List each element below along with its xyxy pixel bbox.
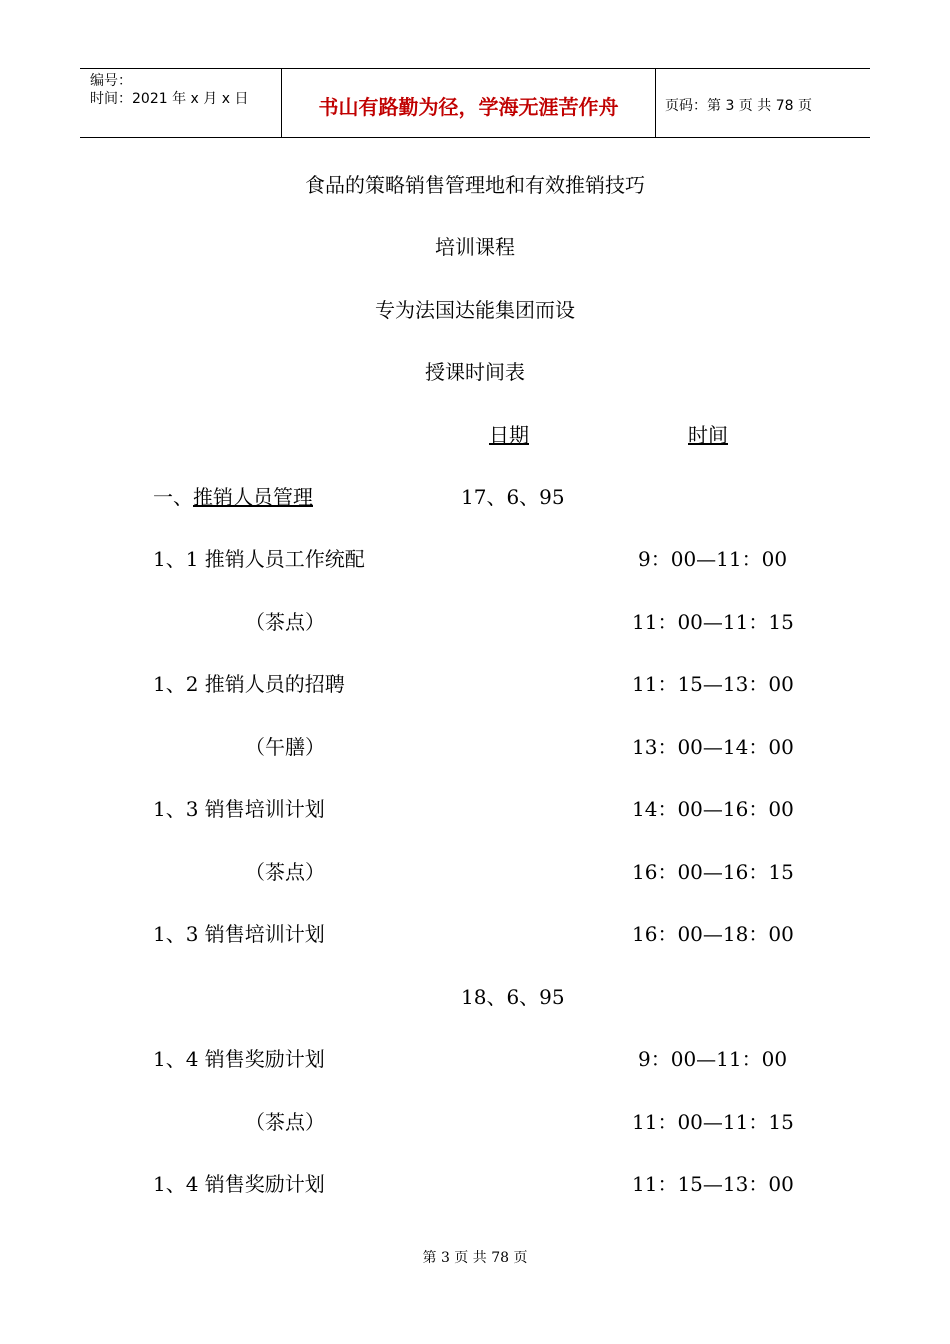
client-line: 专为法国达能集团而设 bbox=[375, 298, 575, 322]
schedule-time: 9：00—11：00 bbox=[638, 547, 788, 571]
schedule-heading: 授课时间表 bbox=[425, 360, 525, 384]
schedule-item: 1、4 销售奖励计划 bbox=[153, 1047, 325, 1071]
schedule-item: 1、1 推销人员工作统配 bbox=[153, 547, 365, 571]
date-column-header: 日期 bbox=[489, 423, 529, 447]
page-header bbox=[80, 68, 870, 138]
motto: 书山有路勤为径，学海无涯苦作舟 bbox=[318, 95, 619, 119]
break-item: （茶点） bbox=[245, 610, 325, 634]
schedule-time: 11：00—11：15 bbox=[632, 610, 794, 634]
break-item: （茶点） bbox=[245, 1110, 325, 1134]
section-name: 推销人员管理 bbox=[193, 485, 313, 509]
section-prefix: 一、 bbox=[153, 485, 193, 509]
schedule-item: 1、3 销售培训计划 bbox=[153, 797, 325, 821]
schedule-item: 1、2 推销人员的招聘 bbox=[153, 672, 345, 696]
schedule-time: 11：15—13：00 bbox=[632, 672, 794, 696]
document-title: 食品的策略销售管理地和有效推销技巧 bbox=[305, 173, 645, 197]
time-column-header: 时间 bbox=[688, 423, 728, 447]
schedule-time: 14：00—16：00 bbox=[632, 797, 794, 821]
schedule-time: 16：00—18：00 bbox=[632, 922, 794, 946]
header-center-cell bbox=[281, 69, 656, 137]
section-date: 17、6、95 bbox=[461, 485, 565, 509]
schedule-time: 16：00—16：15 bbox=[632, 860, 794, 884]
header-left-cell bbox=[80, 69, 281, 137]
schedule-item: 1、3 销售培训计划 bbox=[153, 922, 325, 946]
course-label: 培训课程 bbox=[435, 235, 515, 259]
schedule-time: 11：00—11：15 bbox=[632, 1110, 794, 1134]
page-footer: 第 3 页 共 78 页 bbox=[422, 1250, 528, 1266]
schedule-time: 13：00—14：00 bbox=[632, 735, 794, 759]
break-item: （午膳） bbox=[245, 735, 325, 759]
section-heading bbox=[153, 485, 313, 509]
schedule-item: 1、4 销售奖励计划 bbox=[153, 1172, 325, 1196]
section-date: 18、6、95 bbox=[461, 985, 565, 1009]
page-info: 页码：第 3 页 共 78 页 bbox=[665, 98, 812, 114]
schedule-time: 9：00—11：00 bbox=[638, 1047, 788, 1071]
time-label: 时间：2021 年 x 月 x 日 bbox=[90, 91, 249, 107]
break-item: （茶点） bbox=[245, 860, 325, 884]
number-label: 编号： bbox=[90, 73, 132, 89]
header-right-cell bbox=[655, 69, 870, 137]
schedule-time: 11：15—13：00 bbox=[632, 1172, 794, 1196]
